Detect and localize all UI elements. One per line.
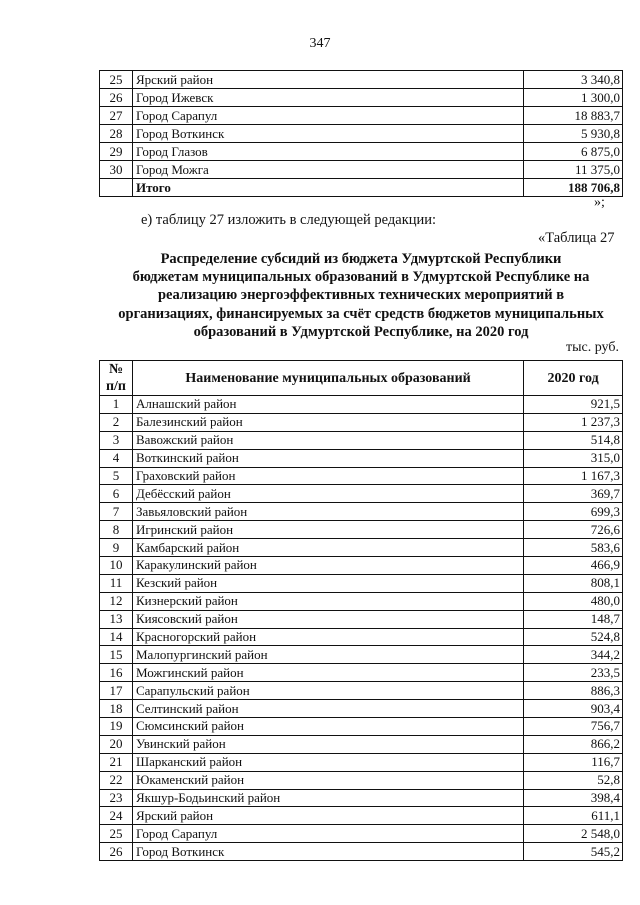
header-num-line2: п/п <box>105 379 126 394</box>
row-name: Малопургинский район <box>132 646 523 664</box>
row-value: 369,7 <box>524 485 623 503</box>
row-value: 398,4 <box>524 789 623 807</box>
table-row <box>100 735 623 753</box>
row-value: 699,3 <box>524 503 623 521</box>
table-row <box>100 125 623 143</box>
table-row <box>100 89 623 107</box>
row-value: 315,0 <box>524 449 623 467</box>
row-number: 14 <box>100 628 133 646</box>
row-number: 2 <box>100 413 133 431</box>
row-name: Юкаменский район <box>132 771 523 789</box>
row-number: 16 <box>100 664 133 682</box>
previous-table-total-row <box>100 179 623 197</box>
row-name: Дебёсский район <box>132 485 523 503</box>
table-row <box>100 485 623 503</box>
row-name: Игринский район <box>132 521 523 539</box>
row-value: 1 300,0 <box>524 89 623 107</box>
table-row <box>100 413 623 431</box>
row-number: 8 <box>100 521 133 539</box>
row-number: 5 <box>100 467 133 485</box>
row-number: 26 <box>100 89 133 107</box>
row-name: Город Сарапул <box>132 825 523 843</box>
row-value: 726,6 <box>524 521 623 539</box>
main-table-header-row <box>100 361 623 396</box>
table-row <box>100 664 623 682</box>
row-number: 25 <box>100 825 133 843</box>
table-row <box>100 628 623 646</box>
table-row <box>100 161 623 179</box>
row-name: Красногорский район <box>132 628 523 646</box>
row-name: Город Глазов <box>132 143 523 161</box>
table-row <box>100 574 623 592</box>
row-name: Киясовский район <box>132 610 523 628</box>
row-number: 27 <box>100 107 133 125</box>
row-number: 24 <box>100 807 133 825</box>
row-value: 1 167,3 <box>524 467 623 485</box>
row-name: Сюмсинский район <box>132 718 523 736</box>
table-row <box>100 610 623 628</box>
row-number: 19 <box>100 718 133 736</box>
row-name: Завьяловский район <box>132 503 523 521</box>
page-number: 347 <box>309 36 331 51</box>
row-number: 12 <box>100 592 133 610</box>
total-num-cell <box>100 179 133 197</box>
row-value: 344,2 <box>524 646 623 664</box>
row-name: Якшур-Бодьинский район <box>132 789 523 807</box>
table-row <box>100 557 623 575</box>
row-value: 903,4 <box>524 700 623 718</box>
row-value: 233,5 <box>524 664 623 682</box>
table-row <box>100 71 623 89</box>
table-row <box>100 431 623 449</box>
row-name: Ярский район <box>132 71 523 89</box>
row-value: 6 875,0 <box>524 143 623 161</box>
row-value: 524,8 <box>524 628 623 646</box>
row-number: 17 <box>100 682 133 700</box>
row-name: Воткинский район <box>132 449 523 467</box>
row-value: 866,2 <box>524 735 623 753</box>
table-row <box>100 521 623 539</box>
header-num-line1: № <box>108 362 124 377</box>
row-number: 30 <box>100 161 133 179</box>
row-number: 4 <box>100 449 133 467</box>
row-value: 545,2 <box>524 843 623 861</box>
row-name: Шарканский район <box>132 753 523 771</box>
row-value: 808,1 <box>524 574 623 592</box>
table-row <box>100 539 623 557</box>
row-value: 514,8 <box>524 431 623 449</box>
row-name: Сарапульский район <box>132 682 523 700</box>
row-value: 116,7 <box>524 753 623 771</box>
row-name: Балезинский район <box>132 413 523 431</box>
table-row <box>100 843 623 861</box>
instruction-text: е) таблицу 27 изложить в следующей редакции: <box>141 212 437 228</box>
row-value: 466,9 <box>524 557 623 575</box>
row-number: 23 <box>100 789 133 807</box>
row-value: 886,3 <box>524 682 623 700</box>
closing-quote: »; <box>594 195 605 210</box>
previous-table <box>99 70 623 197</box>
row-number: 25 <box>100 71 133 89</box>
table-row <box>100 807 623 825</box>
table-row <box>100 107 623 125</box>
row-name: Камбарский район <box>132 539 523 557</box>
header-num <box>100 361 133 396</box>
row-value: 3 340,8 <box>524 71 623 89</box>
units-label: тыс. руб. <box>566 340 619 355</box>
table-row <box>100 467 623 485</box>
row-value: 480,0 <box>524 592 623 610</box>
row-name: Граховский район <box>132 467 523 485</box>
row-value: 148,7 <box>524 610 623 628</box>
table-row <box>100 700 623 718</box>
table-row <box>100 825 623 843</box>
header-name: Наименование муниципальных образований <box>132 361 523 396</box>
row-value: 1 237,3 <box>524 413 623 431</box>
total-value: 188 706,8 <box>524 179 623 197</box>
row-value: 921,5 <box>524 396 623 414</box>
main-table-body <box>100 396 623 861</box>
table-row <box>100 682 623 700</box>
row-number: 15 <box>100 646 133 664</box>
table-row <box>100 592 623 610</box>
row-name: Город Воткинск <box>132 843 523 861</box>
table-row <box>100 449 623 467</box>
row-number: 10 <box>100 557 133 575</box>
row-name: Город Можга <box>132 161 523 179</box>
table-row <box>100 718 623 736</box>
heading-line: бюджетам муниципальных образований в Удмуртской Республике на <box>132 269 590 286</box>
row-value: 756,7 <box>524 718 623 736</box>
row-value: 52,8 <box>524 771 623 789</box>
row-number: 28 <box>100 125 133 143</box>
table-row <box>100 646 623 664</box>
table-row <box>100 789 623 807</box>
row-name: Можгинский район <box>132 664 523 682</box>
row-number: 26 <box>100 843 133 861</box>
row-number: 3 <box>100 431 133 449</box>
table-row <box>100 396 623 414</box>
row-number: 13 <box>100 610 133 628</box>
row-value: 583,6 <box>524 539 623 557</box>
row-number: 18 <box>100 700 133 718</box>
row-value: 11 375,0 <box>524 161 623 179</box>
row-name: Каракулинский район <box>132 557 523 575</box>
row-value: 18 883,7 <box>524 107 623 125</box>
heading-line: образований в Удмуртской Республике, на 2020 год <box>193 323 529 340</box>
table-row <box>100 503 623 521</box>
row-number: 7 <box>100 503 133 521</box>
table-row <box>100 143 623 161</box>
row-name: Город Ижевск <box>132 89 523 107</box>
row-number: 11 <box>100 574 133 592</box>
row-name: Кизнерский район <box>132 592 523 610</box>
row-name: Вавожский район <box>132 431 523 449</box>
row-number: 20 <box>100 735 133 753</box>
row-number: 1 <box>100 396 133 414</box>
table-heading <box>88 250 634 341</box>
row-name: Алнашский район <box>132 396 523 414</box>
row-value: 5 930,8 <box>524 125 623 143</box>
previous-table-body <box>100 71 623 179</box>
row-value: 611,1 <box>524 807 623 825</box>
main-table <box>99 360 623 861</box>
total-label: Итого <box>132 179 523 197</box>
row-number: 29 <box>100 143 133 161</box>
row-name: Селтинский район <box>132 700 523 718</box>
heading-line: организациях, финансируемых за счёт средств бюджетов муниципальных <box>118 305 604 322</box>
row-name: Кезский район <box>132 574 523 592</box>
table-label: «Таблица 27 <box>538 230 615 246</box>
row-number: 21 <box>100 753 133 771</box>
header-year: 2020 год <box>524 361 623 396</box>
heading-line: Распределение субсидий из бюджета Удмуртской Республики <box>160 251 562 267</box>
row-number: 6 <box>100 485 133 503</box>
row-name: Ярский район <box>132 807 523 825</box>
heading-line: реализацию энергоэффективных технических мероприятий в <box>157 287 565 304</box>
row-value: 2 548,0 <box>524 825 623 843</box>
row-name: Город Сарапул <box>132 107 523 125</box>
row-number: 9 <box>100 539 133 557</box>
row-name: Увинский район <box>132 735 523 753</box>
table-row <box>100 771 623 789</box>
row-number: 22 <box>100 771 133 789</box>
row-name: Город Воткинск <box>132 125 523 143</box>
table-row <box>100 753 623 771</box>
